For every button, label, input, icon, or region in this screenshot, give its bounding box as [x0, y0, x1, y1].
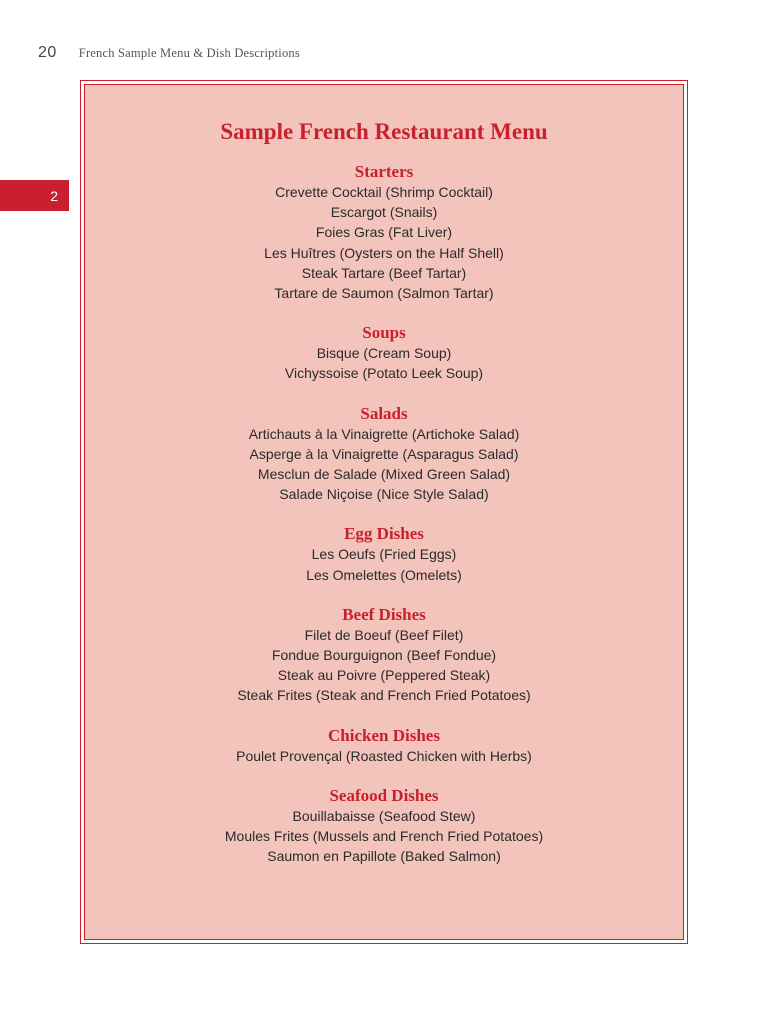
menu-item: Steak Tartare (Beef Tartar) — [301, 264, 467, 281]
section-heading: Chicken Dishes — [328, 725, 440, 745]
menu-section — [85, 726, 683, 766]
menu-item: Bouillabaisse (Seafood Stew) — [292, 807, 476, 824]
menu-item: Vichyssoise (Potato Leek Soup) — [284, 365, 484, 382]
menu-title: Sample French Restaurant Menu — [220, 119, 548, 144]
menu-section — [85, 524, 683, 584]
menu-item: Filet de Boeuf (Beef Filet) — [304, 626, 464, 643]
menu-item: Salade Niçoise (Nice Style Salad) — [279, 486, 489, 503]
section-heading: Salads — [360, 403, 408, 423]
menu-item: Bisque (Cream Soup) — [316, 345, 452, 362]
menu-item: Asperge à la Vinaigrette (Asparagus Salad) — [249, 445, 519, 462]
chapter-number: 2 — [50, 187, 58, 204]
menu-item: Artichauts à la Vinaigrette (Artichoke Salad) — [248, 425, 520, 442]
menu-item: Steak Frites (Steak and French Fried Potatoes) — [237, 687, 531, 704]
menu-section — [85, 404, 683, 505]
section-heading: Starters — [354, 162, 414, 181]
menu-item: Les Omelettes (Omelets) — [306, 566, 462, 583]
menu-item: Saumon en Papillote (Baked Salmon) — [267, 848, 501, 865]
menu-frame — [80, 80, 688, 944]
chapter-tab — [0, 180, 69, 211]
running-title: French Sample Menu & Dish Descriptions — [78, 46, 300, 60]
menu-item: Les Huîtres (Oysters on the Half Shell) — [264, 244, 504, 261]
section-heading: Soups — [362, 323, 406, 343]
menu-item: Crevette Cocktail (Shrimp Cocktail) — [275, 184, 493, 200]
page-number: 20 — [38, 44, 57, 61]
menu-item: Escargot (Snails) — [330, 204, 438, 221]
menu-item: Poulet Provençal (Roasted Chicken with Herbs) — [236, 747, 532, 764]
menu-item: Foies Gras (Fat Liver) — [315, 224, 453, 241]
menu-item: Steak au Poivre (Peppered Steak) — [277, 667, 491, 684]
menu-item: Les Oeufs (Fried Eggs) — [311, 546, 457, 563]
section-heading: Seafood Dishes — [329, 785, 439, 805]
menu-panel — [84, 84, 684, 940]
menu-section — [85, 162, 683, 303]
menu-item: Tartare de Saumon (Salmon Tartar) — [274, 285, 494, 302]
menu-item: Mesclun de Salade (Mixed Green Salad) — [257, 466, 511, 483]
section-heading: Beef Dishes — [342, 604, 426, 624]
section-heading: Egg Dishes — [344, 524, 424, 544]
page-header — [38, 44, 300, 64]
menu-section — [85, 786, 683, 867]
menu-item: Fondue Bourguignon (Beef Fondue) — [271, 647, 497, 664]
menu-section — [85, 605, 683, 706]
menu-section — [85, 323, 683, 383]
menu-item: Moules Frites (Mussels and French Fried Potatoes) — [224, 828, 544, 845]
menu-sections — [85, 162, 683, 866]
